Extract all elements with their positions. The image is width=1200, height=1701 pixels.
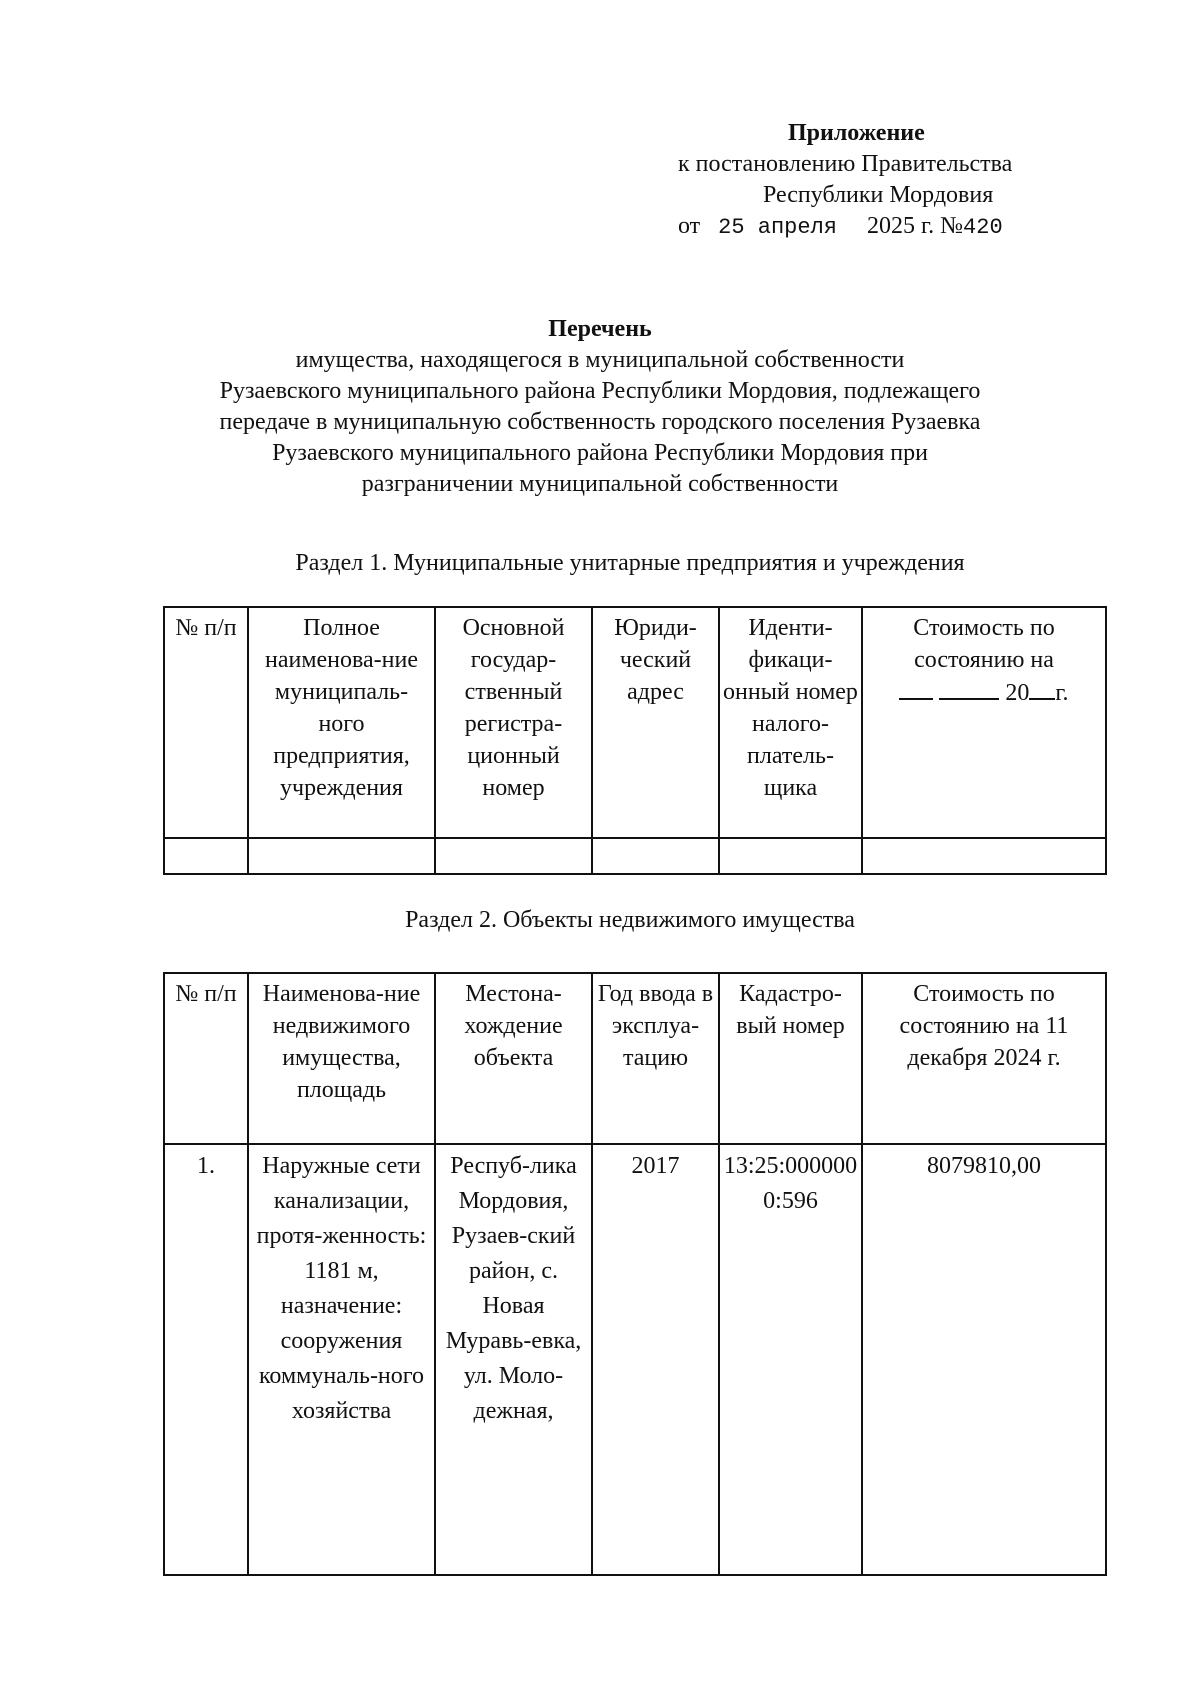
table-row [164, 838, 1106, 874]
table-header-row [164, 607, 1106, 838]
blank-year [1029, 676, 1055, 700]
cell-cost: 8079810,00 [862, 1144, 1106, 1575]
title-line: Рузаевского муниципального района Республики Мордовия при [272, 440, 928, 466]
header-cell-number: № п/п [164, 607, 248, 838]
section2-table [163, 972, 1107, 1576]
title-line: имущества, находящегося в муниципальной собственности [295, 347, 905, 373]
header-cell-legal-address: Юриди-ческий адрес [592, 607, 719, 838]
cost-year-suffix: г. [1055, 680, 1069, 706]
blank-day [899, 676, 933, 700]
document-title [150, 314, 1050, 500]
cell-year: 2017 [592, 1144, 719, 1575]
cost-date-blank [866, 676, 1102, 709]
appendix-date-line [560, 211, 1120, 243]
header-cell-location: Местона-хождение объекта [435, 973, 592, 1144]
table-cell [862, 838, 1106, 874]
appendix-line-resolution: к постановлению Правительства [678, 151, 1013, 177]
blank-month [939, 676, 999, 700]
cell-cadastral: 13:25:0000000:596 [719, 1144, 862, 1575]
appendix-date: 25 апреля [718, 215, 837, 240]
table-cell [719, 838, 862, 874]
section1-table [163, 606, 1107, 875]
header-cell-property-name: Наименова-ние недвижимого имущества, площадь [248, 973, 435, 1144]
header-cell-cost: Стоимость по состоянию на 11 декабря 2024 г. [862, 973, 1106, 1144]
header-cell-cost [862, 607, 1106, 838]
appendix-title: Приложение [788, 120, 925, 146]
cell-location: Респуб-лика Мордовия, Рузаев-ский район, с. Новая Муравь-евка, ул. Моло-дежная, [435, 1144, 592, 1575]
header-cell-cadastral: Кадастро-вый номер [719, 973, 862, 1144]
appendix-number: 420 [963, 215, 1003, 240]
table-header-row [164, 973, 1106, 1144]
table-cell [164, 838, 248, 874]
appendix-line-republic: Республики Мордовия [763, 182, 994, 208]
section1-title: Раздел 1. Муниципальные унитарные предприятия и учреждения [295, 550, 965, 576]
appendix-from: от [678, 213, 701, 239]
header-cell-number: № п/п [164, 973, 248, 1144]
title-heading: Перечень [548, 316, 652, 342]
table-cell [435, 838, 592, 874]
header-cell-full-name: Полное наименова-ние муниципаль-ного предприятия, учреждения [248, 607, 435, 838]
cost-year: 20 [1005, 680, 1030, 706]
header-cell-year: Год ввода в эксплуа-тацию [592, 973, 719, 1144]
title-line: разграничении муниципальной собственности [361, 471, 839, 497]
table-cell [592, 838, 719, 874]
appendix-block [560, 118, 1120, 243]
cost-header-label: Стоимость по состоянию на [913, 615, 1055, 673]
appendix-year: 2025 г. № [867, 213, 964, 239]
table-cell [248, 838, 435, 874]
title-line: передаче в муниципальную собственность городского поселения Рузаевка [219, 409, 981, 435]
section2-title: Раздел 2. Объекты недвижимого имущества [405, 907, 855, 933]
cell-number: 1. [164, 1144, 248, 1575]
cell-property-name: Наружные сети канализации, протя-женность: 1181 м, назначение: сооружения коммуналь-ного хозяйства [248, 1144, 435, 1575]
title-line: Рузаевского муниципального района Республики Мордовия, подлежащего [219, 378, 981, 404]
table-row [164, 1144, 1106, 1575]
header-cell-ogrn: Основной государ-ственный регистра-ционный номер [435, 607, 592, 838]
header-cell-inn: Иденти-фикаци-онный номер налого-платель-щика [719, 607, 862, 838]
